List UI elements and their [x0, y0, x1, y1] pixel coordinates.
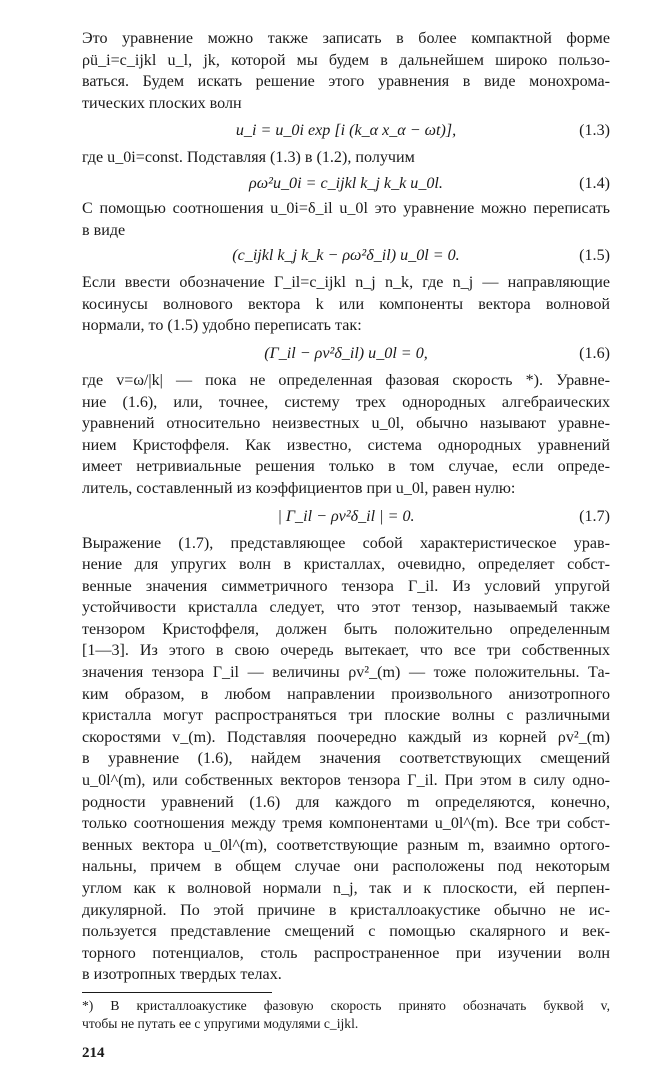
equation-formula: (Γ_il − ρv²δ_il) u_0l = 0,	[264, 344, 428, 362]
equation-1-6	[82, 341, 610, 366]
text-line: где u_0i=const. Подставляя (1.3) в (1.2), получим	[82, 149, 415, 167]
text-line: устойчивости кристалла следует, что этот тензор, называемый также	[82, 599, 610, 617]
text-line: тензором Кристоффеля, должен быть положительно определенным	[82, 620, 610, 638]
text-line: уравнений относительно неизвестных u_0l, обычно называют уравне-	[82, 415, 610, 433]
text-line: литель, составленный из коэффициентов при u_0l, равен нулю:	[82, 479, 516, 497]
text-line: косинусы волнового вектора k или компоненты вектора волновой	[82, 295, 610, 313]
text-line: Если ввести обозначение Γ_il=c_ijkl n_j n_k, где n_j — направляющие	[82, 274, 610, 292]
paragraph-christoffel	[82, 370, 610, 500]
footnote-divider	[82, 992, 272, 993]
text-line: пользуется представление смещений с помощью скалярного и век-	[82, 923, 610, 941]
text-line: скоростями v_(m). Подставляя поочередно каждый из корней ρv²_(m)	[82, 728, 610, 746]
equation-number: (1.6)	[579, 344, 610, 362]
text-line: u_0l^(m), или собственных векторов тензора Γ_il. При этом в силу одно-	[82, 772, 610, 790]
text-line: кристалла могут распространяться три плоские волны с различными	[82, 707, 610, 725]
text-line: Это уравнение можно также записать в более компактной форме	[82, 30, 610, 47]
paragraph-characteristic	[82, 533, 610, 986]
text-line: Выражение (1.7), представляющее собой характеристическое урав-	[82, 534, 610, 552]
equation-formula: ρω²u_0i = c_ijkl k_j k_k u_0l.	[249, 174, 443, 192]
equation-1-3	[82, 118, 610, 143]
text-line: торного потенциалов, столь распространенное при изучении волн	[82, 944, 610, 962]
paragraph-relation	[82, 198, 610, 241]
text-line: нормали, то (1.5) удобно переписать так:	[82, 317, 362, 335]
text-line: в изотропных твердых телах.	[82, 966, 282, 984]
text-line: ρü_i=c_ijkl u_l, jk, которой мы будем в дальнейшем широко пользо-	[82, 51, 610, 69]
equation-number: (1.4)	[579, 174, 610, 192]
text-column	[82, 0, 610, 1065]
text-line: дикулярной. По этой причине в кристаллоакустике обычно не ис-	[82, 901, 610, 919]
text-line: значения тензора Γ_il — величины ρv²_(m) — тоже положительны. Та-	[82, 664, 610, 682]
equation-1-5	[82, 243, 610, 268]
text-line: ким образом, в любом направлении произвольного анизотропного	[82, 685, 610, 703]
text-line: имеет нетривиальные решения только в том случае, если опреде-	[82, 458, 610, 476]
equation-number: (1.3)	[579, 122, 610, 140]
equation-formula: (c_ijkl k_j k_k − ρω²δ_il) u_0l = 0.	[232, 247, 460, 265]
text-line: где v=ω/|k| — пока не определенная фазовая скорость *). Уравне-	[82, 371, 610, 389]
footnote	[82, 997, 610, 1033]
footnote-line: чтобы не путать ее с упругими модулями c_ijkl.	[82, 1015, 359, 1031]
equation-formula: | Γ_il − ρv²δ_il | = 0.	[277, 507, 415, 525]
text-line: тических плоских волн	[82, 94, 242, 112]
text-line: углом как к волновой нормали n_j, так и к плоскости, ей перпен-	[82, 880, 610, 897]
equation-number: (1.5)	[579, 247, 610, 265]
text-line: в уравнение (1.6), найдем значения соответствующих смещений	[82, 750, 610, 768]
paragraph-notation	[82, 272, 610, 337]
text-line: нальны, причем в общем случае они расположены под некоторым	[82, 858, 610, 876]
text-line: венные значения симметричного тензора Γ_il. Из условий упругой	[82, 577, 610, 595]
page-number: 214	[82, 1044, 105, 1061]
text-line: родности уравнений (1.6) для каждого m определяются, конечно,	[82, 793, 610, 811]
paragraph-intro	[82, 28, 610, 114]
text-line: ваться. Будем искать решение этого уравнения в виде монохрома-	[82, 73, 610, 91]
footnote-line: *) В кристаллоакустике фазовую скорость принято обозначать буквой v,	[82, 997, 610, 1013]
text-line: нение для упругих волн в кристаллах, очевидно, определяет собст-	[82, 556, 610, 574]
text-line: [1—3]. Из этого в свою очередь вытекает, что все три собственных	[82, 642, 610, 660]
equation-number: (1.7)	[579, 507, 610, 525]
equation-1-7	[82, 504, 610, 529]
text-line: нием Кристоффеля. Как известно, система однородных уравнений	[82, 436, 610, 454]
text-line: в виде	[82, 221, 126, 239]
text-line: ние (1.6), или, точнее, систему трех однородных алгебраических	[82, 393, 610, 411]
text-line: С помощью соотношения u_0i=δ_il u_0l это уравнение можно переписать	[82, 199, 610, 217]
text-line: венных вектора u_0l^(m), соответствующие разным m, взаимно ортого-	[82, 836, 610, 854]
equation-formula: u_i = u_0i exp [i (k_α x_α − ωt)],	[235, 122, 457, 140]
paragraph-substitution	[82, 147, 610, 169]
text-line: только соотношения между тремя компонентами u_0l^(m). Все три собст-	[82, 815, 610, 833]
equation-1-4	[82, 171, 610, 196]
